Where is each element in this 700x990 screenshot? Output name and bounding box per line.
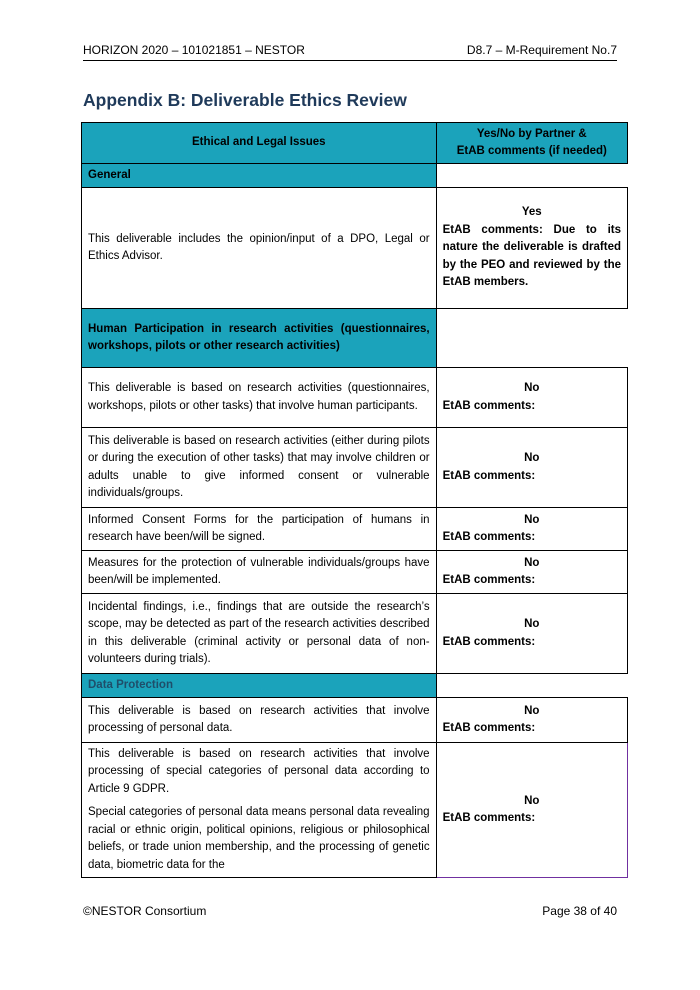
table-row xyxy=(82,428,628,508)
answer-value: No xyxy=(524,794,540,807)
question-cell: This deliverable is based on research activities (questionnaires, workshops, pilots or other tasks) that involve human participants. xyxy=(82,368,437,428)
section-label: General xyxy=(82,164,437,188)
question-cell: This deliverable is based on research activities (either during pilots or during the execution of other tasks) that may involve children or adults unable to give informed consent or vulnerable individuals/groups. xyxy=(82,428,437,508)
answer-value: No xyxy=(524,513,540,526)
section-empty-cell xyxy=(436,164,627,188)
answer-cell xyxy=(436,368,627,428)
answer-cell xyxy=(436,743,627,878)
etab-comment: EtAB comments: xyxy=(442,722,536,734)
page-title: Appendix B: Deliverable Ethics Review xyxy=(83,90,407,110)
answer-value: No xyxy=(524,452,540,464)
answer-value: No xyxy=(524,556,540,569)
table-row xyxy=(82,551,628,594)
etab-comment: EtAB comments: xyxy=(442,574,536,586)
answer-cell xyxy=(436,508,627,551)
question-cell: This deliverable is based on research activities that involve processing of personal data. xyxy=(82,698,437,743)
question-extra-text: Special categories of personal data means personal data revealing racial or ethnic origin, political opinions, religious or philosophical beliefs, or trade union membership, and the processing of genetic data, biometric data for the xyxy=(88,806,430,871)
etab-comment: EtAB comments: xyxy=(442,469,536,482)
answer-cell xyxy=(436,698,627,743)
answer-value: No xyxy=(524,618,540,630)
question-cell: Informed Consent Forms for the participation of humans in research have been/will be signed. xyxy=(82,508,437,551)
question-cell: Incidental findings, i.e., findings that are outside the research’s scope, may be detected as part of the research activities described in this deliverable (criminal activity or personal data of non-volunteers during trials). xyxy=(82,594,437,674)
etab-comment: EtAB comments: xyxy=(442,635,536,648)
answer-value: No xyxy=(524,704,540,717)
answer-cell xyxy=(436,551,627,594)
section-label: Human Participation in research activities (questionnaires, workshops, pilots or other research activities) xyxy=(82,309,437,368)
question-text: This deliverable is based on research activities that involve processing of special categories of personal data according to Article 9 GDPR. xyxy=(88,747,430,795)
answer-cell xyxy=(436,594,627,674)
question-cell: Measures for the protection of vulnerable individuals/groups have been/will be implemented. xyxy=(82,551,437,594)
section-row-data-protection xyxy=(82,674,628,698)
etab-comment: EtAB comments: xyxy=(442,399,536,412)
etab-comment: EtAB comments: Due to its nature the deliverable is drafted by the PEO and reviewed by the EtAB members. xyxy=(442,223,621,289)
table-row xyxy=(82,508,628,551)
header-project: HORIZON 2020 – 101021851 – NESTOR xyxy=(83,43,305,57)
table-row xyxy=(82,698,628,743)
table-row xyxy=(82,188,628,309)
etab-comment: EtAB comments: xyxy=(442,531,536,543)
answer-cell xyxy=(436,428,627,508)
col-header-issues: Ethical and Legal Issues xyxy=(82,123,437,164)
table-header-row xyxy=(82,123,628,164)
section-empty-cell xyxy=(436,674,627,698)
col-header-answer-line2: EtAB comments (if needed) xyxy=(456,145,607,157)
header-deliverable: D8.7 – M-Requirement No.7 xyxy=(466,43,617,57)
question-cell: This deliverable includes the opinion/input of a DPO, Legal or Ethics Advisor. xyxy=(82,188,437,309)
section-label: Data Protection xyxy=(82,674,437,698)
etab-comment: EtAB comments: xyxy=(442,812,536,824)
table-row xyxy=(82,743,628,878)
answer-value: Yes xyxy=(521,206,542,219)
col-header-answer-line1: Yes/No by Partner & xyxy=(476,127,587,140)
section-row-general xyxy=(82,164,628,188)
table-row xyxy=(82,594,628,674)
footer-copyright: ©NESTOR Consortium xyxy=(83,904,207,918)
col-header-answer xyxy=(436,123,627,164)
answer-cell xyxy=(436,188,627,309)
table-row xyxy=(82,368,628,428)
section-row-human-participation xyxy=(82,309,628,368)
answer-value: No xyxy=(524,382,540,394)
footer-page-number: Page 38 of 40 xyxy=(542,904,617,918)
page-header xyxy=(83,42,617,61)
section-empty-cell xyxy=(436,309,627,368)
ethics-review-table xyxy=(81,122,628,878)
question-cell xyxy=(82,743,437,878)
